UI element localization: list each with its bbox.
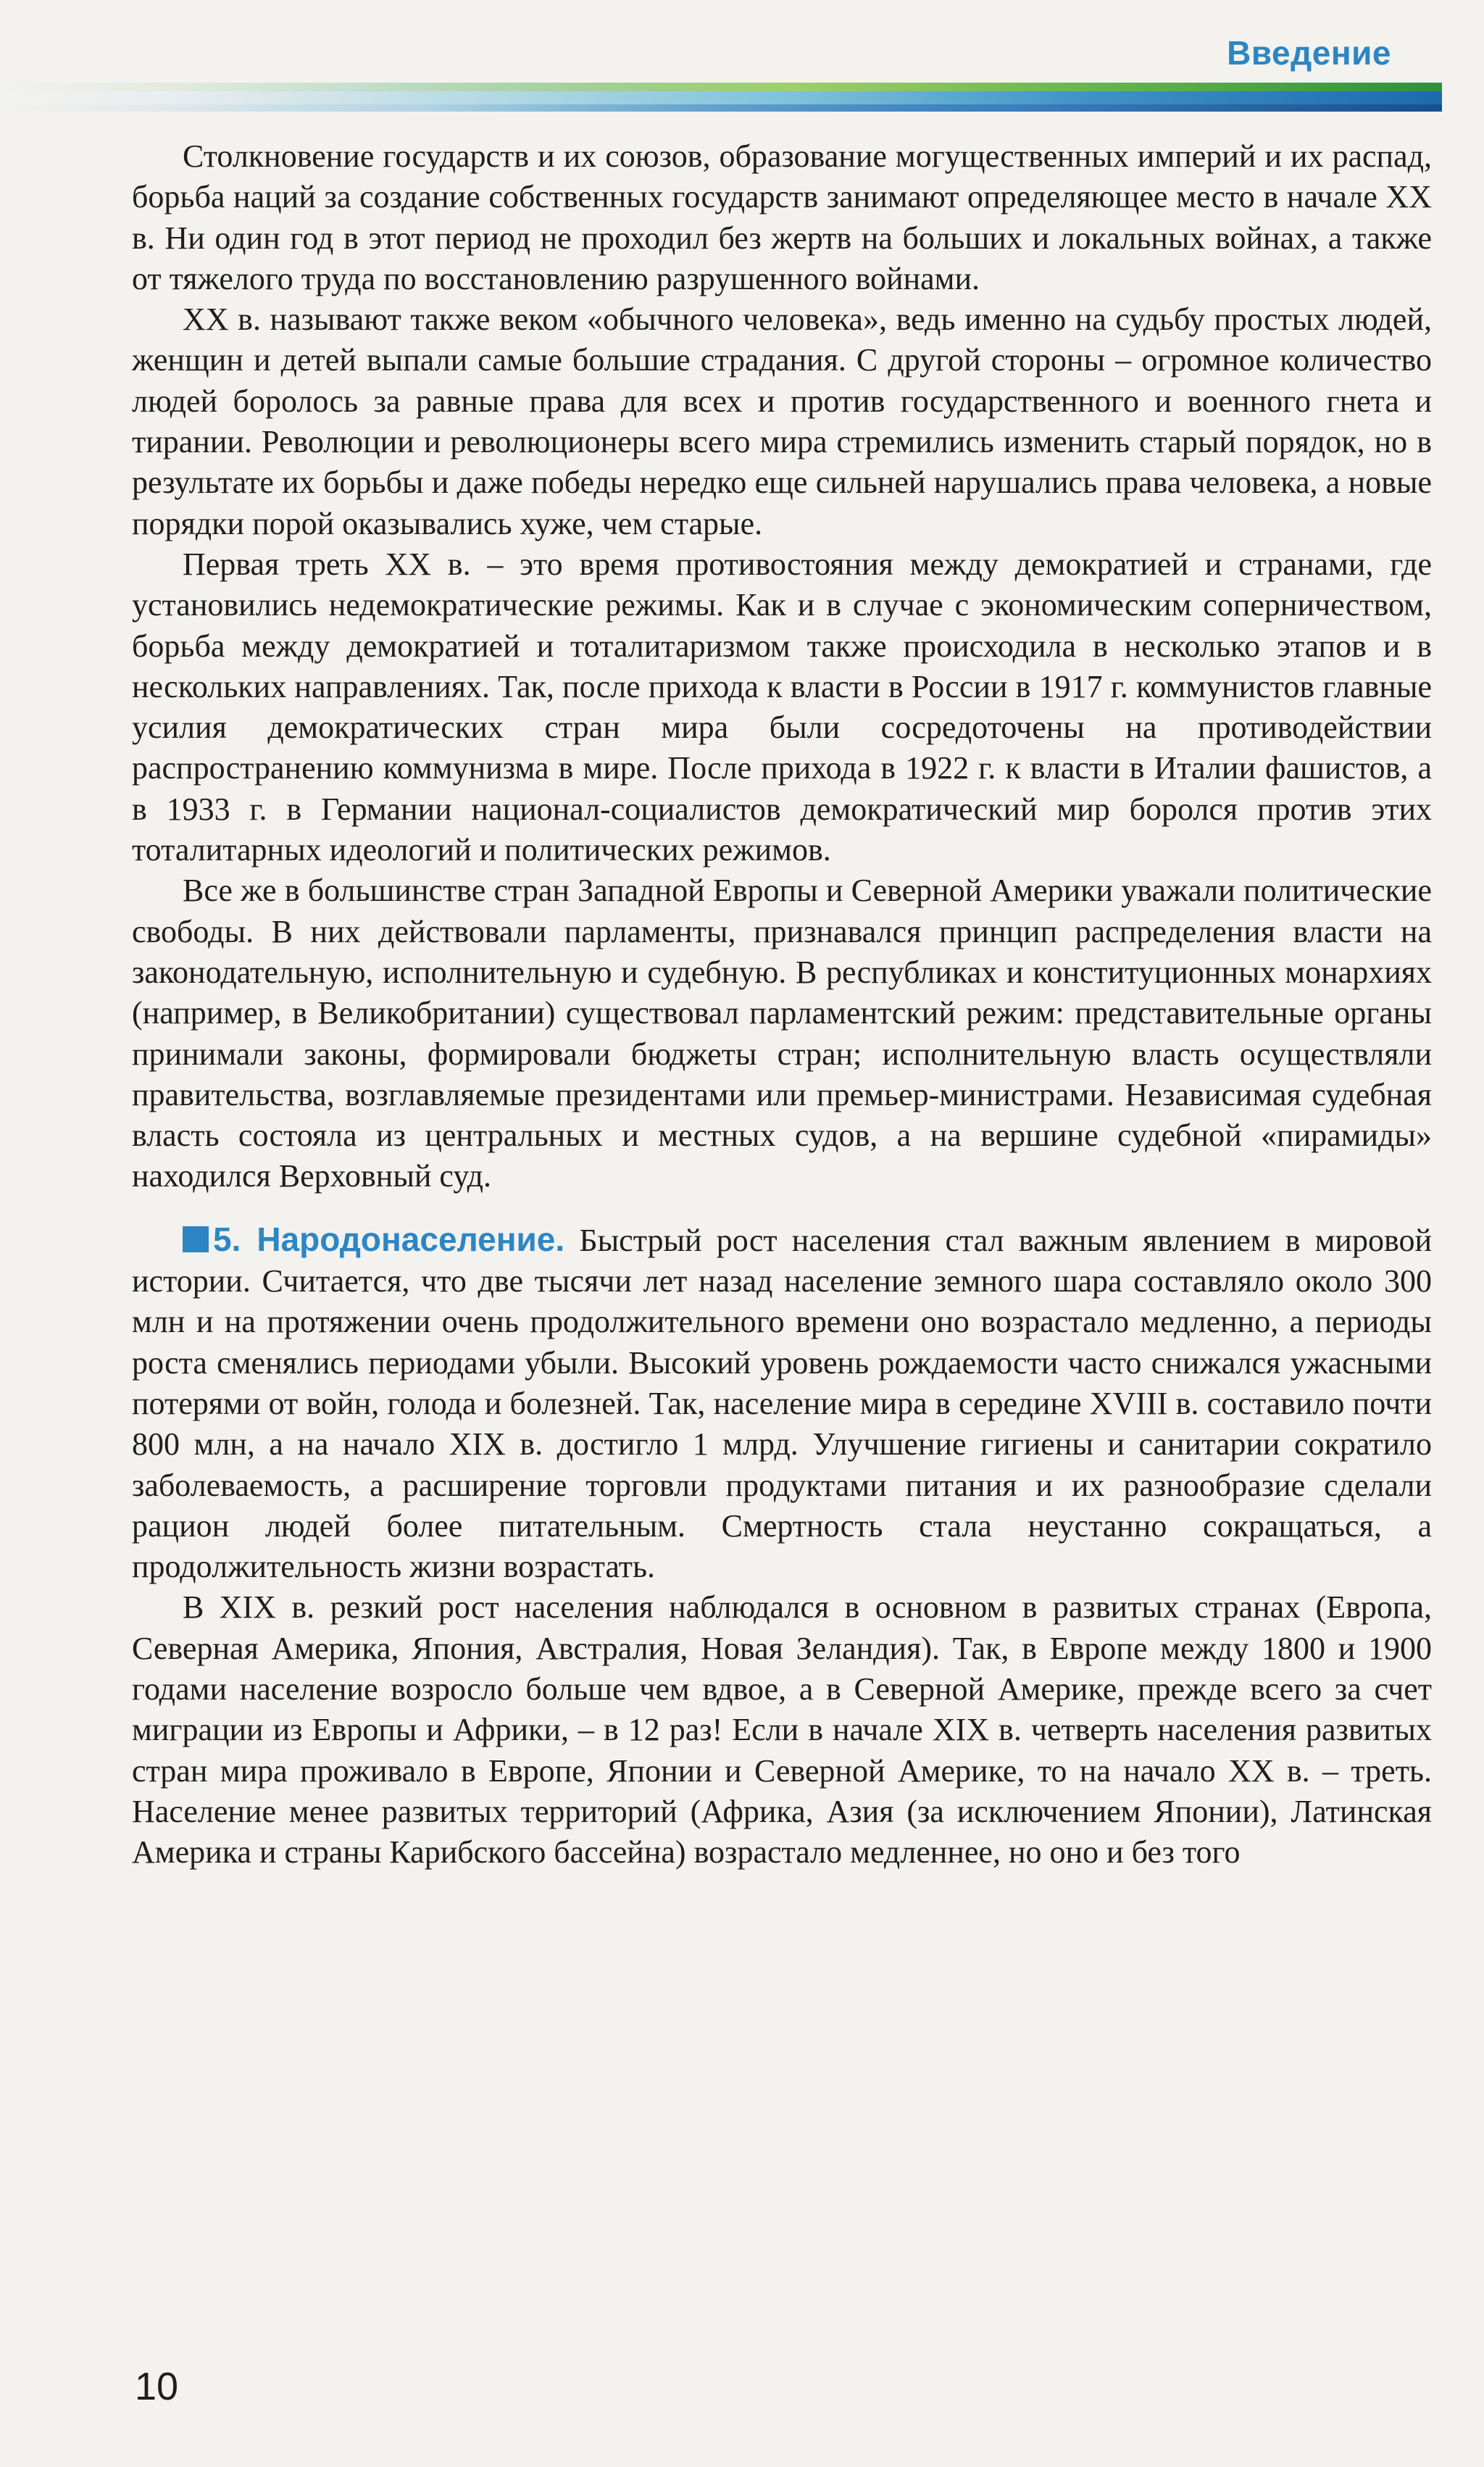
section-square-icon <box>183 1226 209 1252</box>
paragraph: XX в. называют также веком «обычного человека», ведь именно на судьбу простых людей, женщин и детей выпали самые большие страдания. С другой стороны – огромное количество людей боролось за равные права для всех и против государственного и военного гнета и тирании. Революции и революционеры всего мира стремились изменить старый порядок, но в результате их борьбы и даже победы нередко еще сильней нарушались права человека, а новые порядки порой оказывались хуже, чем старые. <box>132 301 1432 541</box>
running-header-title: Введение <box>1227 34 1391 72</box>
paragraph: Все же в большинстве стран Западной Европы и Северной Америки уважали политические свободы. В них действовали парламенты, признавался принцип распределения власти на законодательную, исполнительную и судебную. В республиках и конституционных монархиях (например, в Великобритании) существовал парламентский режим: представительные органы принимали законы, формировали бюджеты стран; исполнительную власть осуществляли правительства, возглавляемые президентами или премьер-министрами. Независимая судебная власть состояла из центральных и местных судов, а на вершине судебной «пирамиды» находился Верховный суд. <box>132 873 1432 1194</box>
section-paragraph <box>132 1219 1432 1588</box>
section-heading: 5. Народонаселение. <box>213 1220 565 1258</box>
section-lead-text: Быстрый рост населения стал важным явлением в мировой истории. Считается, что две тысячи лет назад население земного шара составляло около 300 млн и на протяжении очень продолжительного времени оно возрастало медленно, а периоды роста сменялись периодами убыли. Высокий уровень рождаемости часто снижался ужасными потерями от войн, голода и болезней. Так, население мира в середине XVIII в. составило почти 800 млн, а на начало XIX в. достигло 1 млрд. Улучшение гигиены и санитарии сократило заболеваемость, а расширение торговли продуктами питания и их разнообразие сделали рацион людей более питательным. Смертность стала неустанно сокращаться, а продолжительность жизни возрастать. <box>132 1222 1432 1585</box>
page-body <box>132 136 1432 1873</box>
paragraph: Столкновение государств и их союзов, образование могущественных империй и их распад, борьба наций за создание собственных государств занимают определяющее место в начале XX в. Ни один год в этот период не проходил без жертв на больших и локальных войнах, а также от тяжелого труда по восстановлению разрушенного войнами. <box>132 138 1432 296</box>
paragraph: Первая треть XX в. – это время противостояния между демократией и странами, где установились недемократические режимы. Как и в случае с экономическим соперничеством, борьба между демократией и тоталитаризмом также происходила в несколько этапов и в нескольких направлениях. Так, после прихода к власти в России в 1917 г. коммунистов главные усилия демократических стран мира были сосредоточены на противодействии распространению коммунизма в мире. После прихода в 1922 г. к власти в Италии фашистов, а в 1933 г. в Германии национал-социалистов демократический мир боролся против этих тоталитарных идеологий и политических режимов. <box>132 546 1432 868</box>
paragraph: В XIX в. резкий рост населения наблюдался в основном в развитых странах (Европа, Северная Америка, Япония, Австралия, Новая Зеландия). Так, в Европе между 1800 и 1900 годами население возросло больше чем вдвое, а в Северной Америке, прежде всего за счет миграции из Европы и Африки, – в 12 раз! Если в начале XIX в. четверть населения развитых стран мира проживало в Европе, Японии и Северной Америке, то на начало XX в. – треть. Население менее развитых территорий (Африка, Азия (за исключением Японии), Латинская Америка и страны Карибского бассейна) возрастало медленнее, но оно и без того <box>132 1589 1432 1871</box>
page-number: 10 <box>135 2365 179 2408</box>
header-decorative-band <box>0 83 1442 112</box>
